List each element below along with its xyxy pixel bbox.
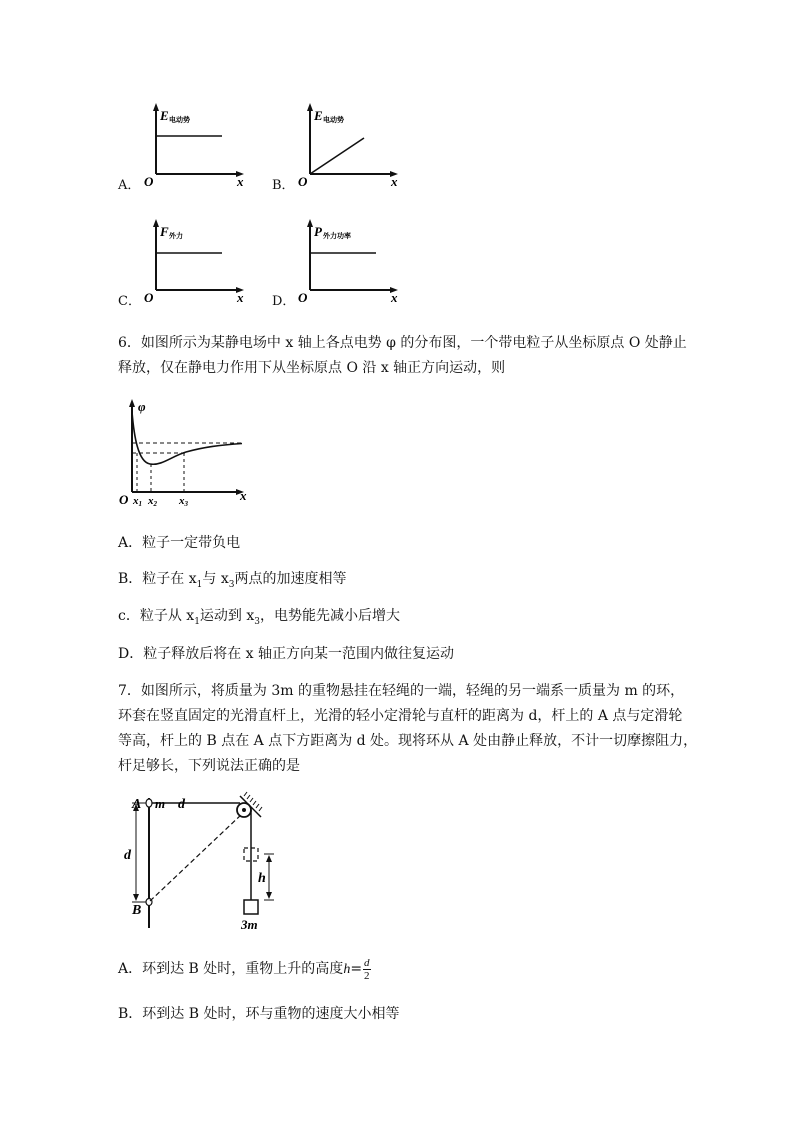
x3-label: x3 — [179, 495, 188, 508]
graph-a-origin: O — [144, 174, 154, 189]
graph-b-line — [310, 138, 364, 174]
graph-b-ylabel: E — [314, 108, 323, 123]
label-a: A — [132, 797, 142, 812]
label-h: h — [258, 871, 266, 886]
q6-stem-line2: 释放，仅在静电力作用下从坐标原点 O 沿 x 轴正方向运动，则 — [118, 360, 506, 376]
graph-a-ysub: 电动势 — [169, 116, 190, 124]
pulley-diagram — [116, 786, 276, 934]
x1-label: x1 — [133, 495, 142, 508]
graph-d-xlabel: x — [391, 290, 398, 305]
option-b-letter: B． — [272, 178, 295, 193]
graph-d-ysub: 外力功率 — [323, 232, 351, 240]
q7-stem-line4: 杆足够长，下列说法正确的是 — [118, 758, 300, 774]
q6-option-d: D．粒子释放后将在 x 轴正方向某一范围内做往复运动 — [118, 646, 455, 662]
label-m: m — [155, 796, 166, 811]
option-c-letter: C． — [118, 294, 141, 309]
mass-block — [244, 900, 258, 914]
q6-stem-line1: 6．如图所示为某静电场中 x 轴上各点电势 φ 的分布图，一个带电粒子从坐标原点 O 处静止 — [118, 335, 687, 351]
graph-d — [294, 216, 404, 306]
label-3m: 3m — [241, 917, 258, 932]
graph-a-y-arrow — [153, 103, 159, 111]
graph-c-ysub: 外力 — [169, 232, 183, 240]
q7-option-b: B．环到达 B 处时，环与重物的速度大小相等 — [118, 1006, 400, 1022]
label-d-side: d — [124, 848, 131, 863]
label-b: B — [132, 903, 142, 918]
graph-c-xlabel: x — [237, 290, 244, 305]
x2-label: x2 — [148, 495, 157, 508]
potential-xlabel: x — [240, 488, 247, 503]
graph-a-ylabel: E — [160, 108, 169, 123]
q6-option-a: A．粒子一定带负电 — [118, 535, 241, 551]
option-d-letter: D． — [272, 294, 296, 309]
potential-curve — [132, 412, 242, 464]
q7-stem-line2: 环套在竖直固定的光滑直杆上，光滑的轻小定滑轮与直杆的距离为 d，杆上的 A 点与定滑轮 — [118, 708, 683, 724]
graph-c-origin: O — [144, 290, 154, 305]
ring-at-a — [146, 799, 152, 807]
potential-y-arrow — [129, 399, 135, 407]
graph-b — [294, 100, 404, 190]
q7-stem-line3: 等高，杆上的 B 点在 A 点下方距离为 d 处。现将环从 A 处由静止释放，不计一切摩擦阻力， — [118, 733, 698, 749]
potential-ylabel: φ — [138, 399, 146, 414]
graph-b-ysub: 电动势 — [323, 116, 344, 124]
dashed-rope — [150, 814, 242, 901]
label-d-top: d — [178, 797, 185, 812]
graph-a-xlabel: x — [237, 174, 244, 189]
fraction-d-over-2: $\frac{d}{2}$ — [364, 956, 370, 982]
option-a-letter: A． — [118, 178, 141, 193]
potential-graph — [116, 396, 256, 508]
graph-c-ylabel: F — [160, 224, 169, 239]
graph-b-xlabel: x — [391, 174, 398, 189]
graph-c — [140, 216, 250, 306]
q6-option-b: B．粒子在 $x_1$与 $x_3$两点的加速度相等 — [118, 571, 347, 590]
q7-stem-line1: 7．如图所示，将质量为 3m 的重物悬挂在轻绳的一端，轻绳的另一端系一质量为 m 的环， — [118, 683, 685, 699]
q6-option-c: c．粒子从 $x_1$运动到 $x_3$，电势能先减小后增大 — [118, 608, 401, 627]
q7-option-a: A．环到达 B 处时，重物上升的高度h= $\frac{d}{2}$ — [118, 956, 370, 982]
graph-d-origin: O — [298, 290, 308, 305]
graph-a — [140, 100, 250, 190]
graph-b-origin: O — [298, 174, 308, 189]
potential-origin: O — [119, 492, 129, 507]
graph-d-ylabel: P — [314, 224, 322, 239]
